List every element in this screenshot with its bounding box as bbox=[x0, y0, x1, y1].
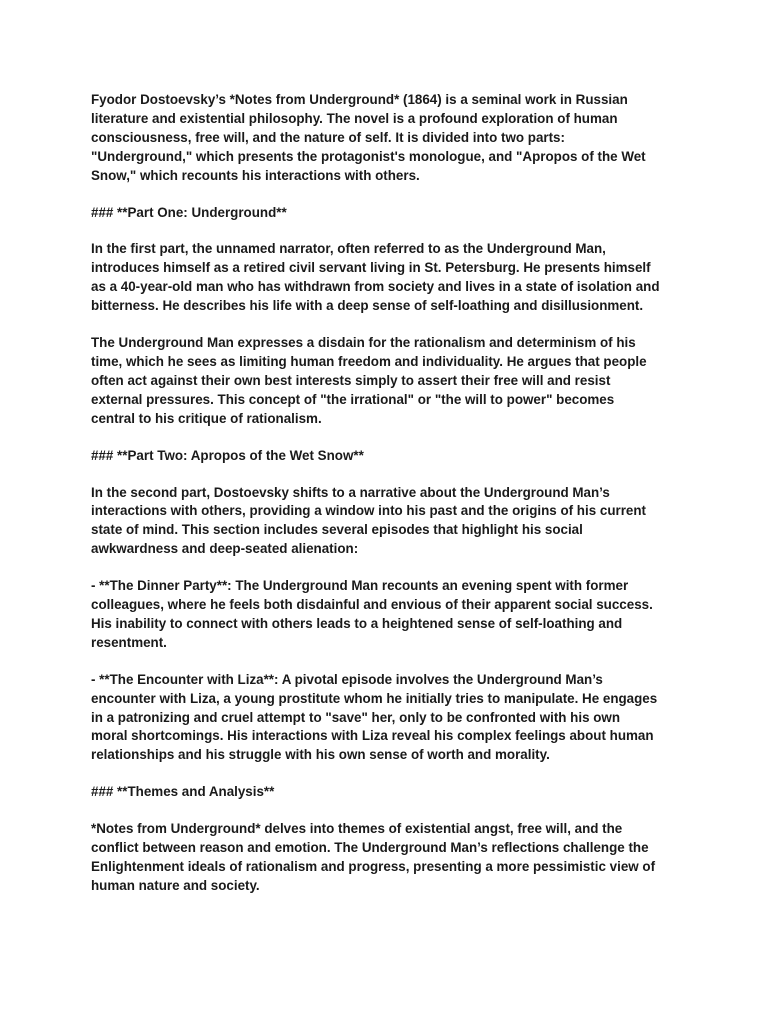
text-line: central to his critique of rationalism. bbox=[91, 410, 322, 426]
text-line: conflict between reason and emotion. The Underground Man’s reflections challenge the bbox=[91, 840, 649, 856]
text-line: time, which he sees as limiting human freedom and individuality. He argues that people bbox=[91, 353, 647, 369]
text-line: In the first part, the unnamed narrator, often referred to as the Underground Man, bbox=[91, 241, 606, 257]
part-one-paragraph-1 bbox=[91, 240, 708, 316]
text-line: colleagues, where he feels both disdainful and envious of their apparent social success. bbox=[91, 597, 653, 613]
text-line: awkwardness and deep-seated alienation: bbox=[91, 541, 359, 557]
text-line: human nature and society. bbox=[91, 877, 260, 893]
text-line: external pressures. This concept of "the irrational" or "the will to power" becomes bbox=[91, 391, 615, 407]
text-line: often act against their own best interests simply to assert their free will and resist bbox=[91, 372, 611, 388]
text-line: Snow," which recounts his interactions with others. bbox=[91, 167, 420, 183]
section-heading-part-one bbox=[91, 204, 708, 223]
text-line: state of mind. This section includes several episodes that highlight his social bbox=[91, 522, 583, 538]
text-line: - **The Dinner Party**: The Underground Man recounts an evening spent with former bbox=[91, 578, 629, 594]
text-line: Fyodor Dostoevsky’s *Notes from Underground* (1864) is a seminal work in Russian bbox=[91, 92, 628, 107]
text-line: moral shortcomings. His interactions with Liza reveal his complex feelings about human bbox=[91, 728, 654, 744]
text-line: introduces himself as a retired civil servant living in St. Petersburg. He presents himself bbox=[91, 260, 651, 276]
text-line: bitterness. He describes his life with a deep sense of self-loathing and disillusionment. bbox=[91, 298, 644, 314]
section-heading-part-two bbox=[91, 447, 708, 466]
text-line: as a 40-year-old man who has withdrawn from society and lives in a state of isolation and bbox=[91, 279, 660, 295]
text-line: interactions with others, providing a window into his past and the origins of his current bbox=[91, 503, 647, 519]
themes-paragraph bbox=[91, 820, 708, 896]
part-one-paragraph-2 bbox=[91, 334, 708, 429]
text-line: ### **Part One: Underground** bbox=[91, 204, 287, 220]
text-line: *Notes from Underground* delves into themes of existential angst, free will, and the bbox=[91, 821, 623, 837]
text-line: ### **Part Two: Apropos of the Wet Snow** bbox=[91, 447, 364, 463]
part-two-paragraph-1 bbox=[91, 484, 708, 560]
text-line: encounter with Liza, a young prostitute whom he initially tries to manipulate. He engages bbox=[91, 690, 658, 706]
text-line: literature and existential philosophy. The novel is a profound exploration of human bbox=[91, 110, 618, 126]
text-line: Enlightenment ideals of rationalism and progress, presenting a more pessimistic view of bbox=[91, 859, 656, 874]
text-line: "Underground," which presents the protagonist's monologue, and "Apropos of the Wet bbox=[91, 148, 646, 164]
intro-paragraph bbox=[91, 91, 708, 186]
text-line: resentment. bbox=[91, 634, 167, 650]
text-line: In the second part, Dostoevsky shifts to a narrative about the Underground Man’s bbox=[91, 484, 610, 500]
text-line: relationships and his struggle with his own sense of worth and morality. bbox=[91, 747, 550, 763]
text-line: consciousness, free will, and the nature of self. It is divided into two parts: bbox=[91, 129, 565, 145]
text-line: ### **Themes and Analysis** bbox=[91, 784, 275, 800]
section-heading-themes bbox=[91, 783, 708, 802]
list-item-dinner-party bbox=[91, 577, 708, 653]
text-line: - **The Encounter with Liza**: A pivotal episode involves the Underground Man’s bbox=[91, 671, 603, 687]
text-line: The Underground Man expresses a disdain for the rationalism and determinism of his bbox=[91, 335, 636, 351]
text-line: in a patronizing and cruel attempt to "save" her, only to be confronted with his own bbox=[91, 709, 621, 725]
text-line: His inability to connect with others leads to a heightened sense of self-loathing and bbox=[91, 615, 623, 631]
list-item-encounter-with-liza bbox=[91, 671, 708, 766]
